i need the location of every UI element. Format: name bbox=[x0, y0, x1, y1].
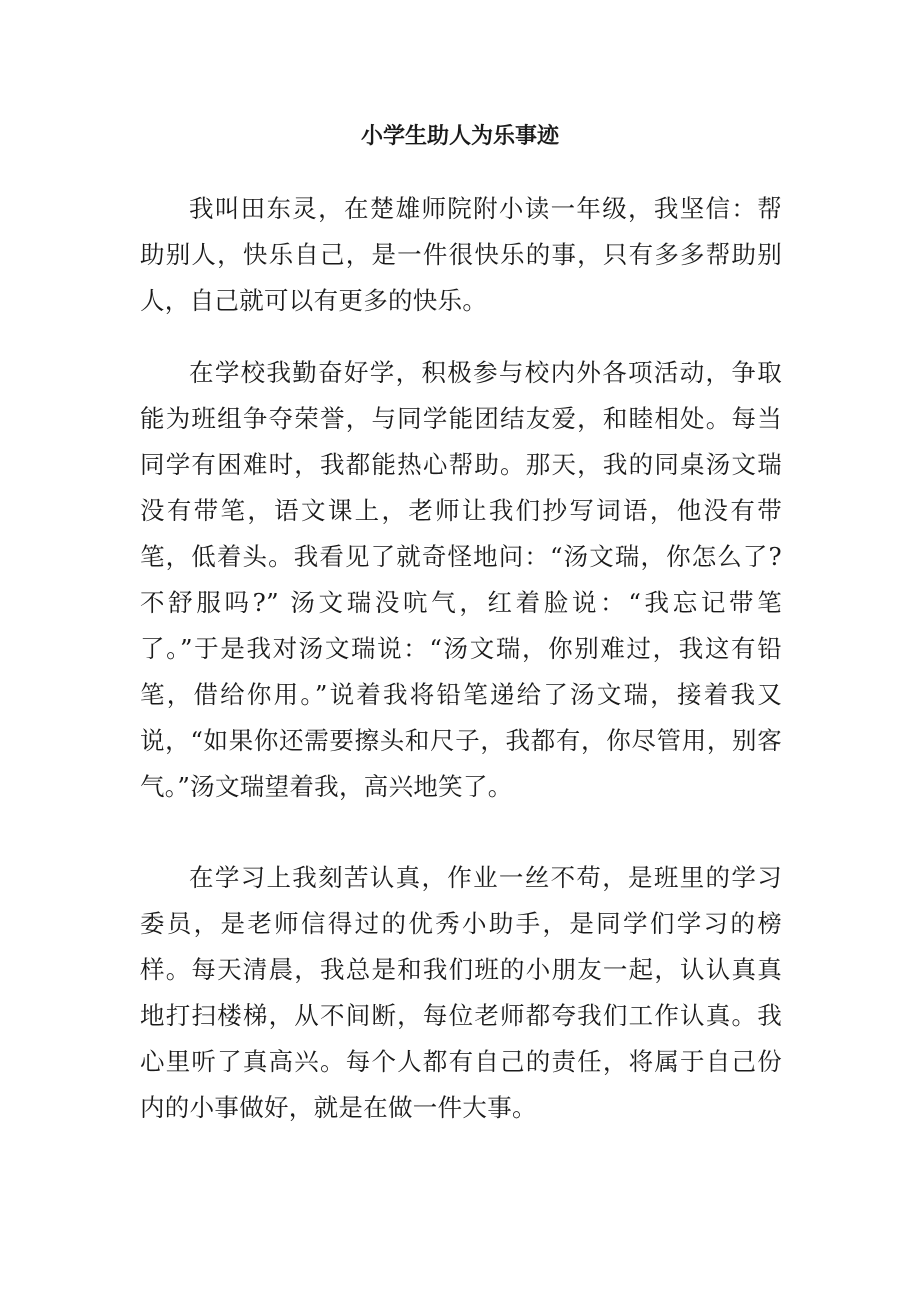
paragraph-intro: 我叫田东灵，在楚雄师院附小读一年级，我坚信：帮助别人，快乐自己，是一件很快乐的事，只有多多帮助别人，自己就可以有更多的快乐。 bbox=[140, 194, 782, 315]
document-title: 小学生助人为乐事迹 bbox=[360, 123, 559, 149]
paragraph-study: 在学习上我刻苦认真，作业一丝不苟，是班里的学习委员，是老师信得过的优秀小助手，是同学们学习的榜样。每天清晨，我总是和我们班的小朋友一起，认认真真地打扫楼梯，从不间断，每位老师都夸我们工作认真。我心里听了真高兴。每个人都有自己的责任，将属于自己份内的小事做好，就是在做一件大事。 bbox=[140, 863, 782, 1122]
paragraph-school-story: 在学校我勤奋好学，积极参与校内外各项活动，争取能为班组争夺荣誉，与同学能团结友爱，和睦相处。每当同学有困难时，我都能热心帮助。那天，我的同桌汤文瑞没有带笔，语文课上，老师让我们抄写词语，他没有带笔，低着头。我看见了就奇怪地问：“汤文瑞，你怎么了?不舒服吗?” 汤文瑞没吭气，红着脸说：“我忘记带笔了。”于是我对汤文瑞说：“汤文瑞，你别难过，我这有铅笔，借给你用。”说着我将铅笔递给了汤文瑞，接着我又说，“如果你还需要擦头和尺子，我都有，你尽管用，别客气。”汤文瑞望着我，高兴地笑了。 bbox=[140, 358, 782, 801]
